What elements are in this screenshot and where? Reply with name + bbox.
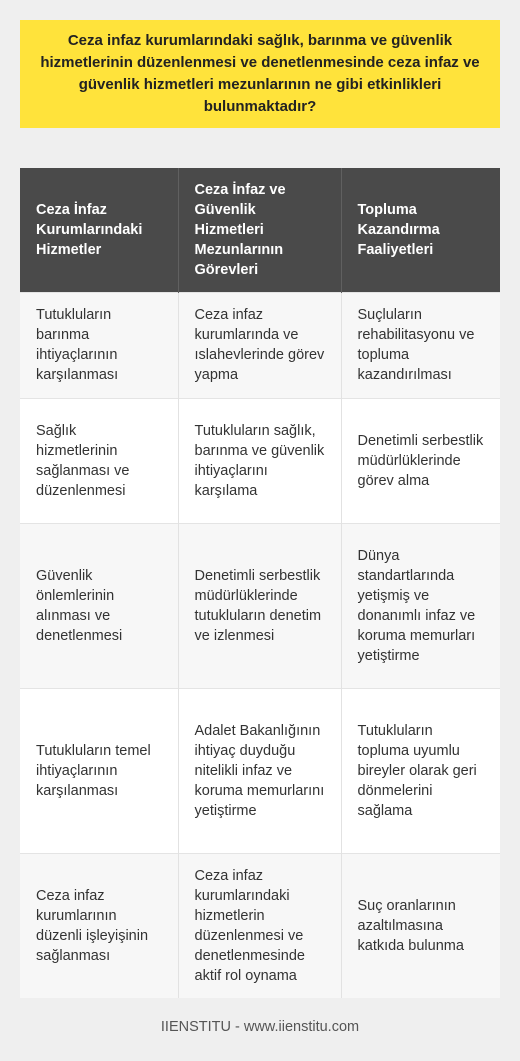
info-table <box>20 168 500 998</box>
table-row <box>20 292 500 398</box>
site-footer: IIENSTITU - www.iienstitu.com <box>160 1019 360 1035</box>
table-cell: Adalet Bakanlığının ihtiyaç duyduğu nitelikli infaz ve koruma memurlarını yetiştirme <box>178 688 341 853</box>
table-cell: Güvenlik önlemlerinin alınması ve denetlenmesi <box>20 523 178 688</box>
table-header-row <box>20 168 500 292</box>
header-services: Ceza İnfaz Kurumlarındaki Hizmetler <box>20 168 178 292</box>
table-cell: Tutukluların sağlık, barınma ve güvenlik ihtiyaçlarını karşılama <box>178 398 341 523</box>
table-cell: Denetimli serbestlik müdürlüklerinde tutukluların denetim ve izlenmesi <box>178 523 341 688</box>
table-row <box>20 853 500 998</box>
table-cell: Ceza infaz kurumlarında ve ıslahevlerinde görev yapma <box>178 292 341 398</box>
table-cell: Sağlık hizmetlerinin sağlanması ve düzenlenmesi <box>20 398 178 523</box>
table-cell: Suçluların rehabilitasyonu ve topluma kazandırılması <box>341 292 500 398</box>
header-graduate-duties: Ceza İnfaz ve Güvenlik Hizmetleri Mezunlarının Görevleri <box>178 168 341 292</box>
header-reintegration: Topluma Kazandırma Faaliyetleri <box>341 168 500 292</box>
table-cell: Ceza infaz kurumlarındaki hizmetlerin düzenlenmesi ve denetlenmesinde aktif rol oynama <box>178 853 341 998</box>
table-cell: Suç oranlarının azaltılmasına katkıda bulunma <box>341 853 500 998</box>
table-row <box>20 398 500 523</box>
table-row <box>20 688 500 853</box>
table-cell: Denetimli serbestlik müdürlüklerinde görev alma <box>341 398 500 523</box>
table-cell: Tutukluların barınma ihtiyaçlarının karşılanması <box>20 292 178 398</box>
question-banner <box>20 20 500 128</box>
table-row <box>20 523 500 688</box>
table-cell: Ceza infaz kurumlarının düzenli işleyişinin sağlanması <box>20 853 178 998</box>
question-text: Ceza infaz kurumlarındaki sağlık, barınma ve güvenlik hizmetlerinin düzenlenmesi ve denetlenmesinde ceza infaz ve güvenlik hizmetleri mezunlarının ne gibi etkinlikleri bulunmaktadır? <box>40 32 480 115</box>
table-cell: Dünya standartlarında yetişmiş ve donanımlı infaz ve koruma memurları yetiştirme <box>341 523 500 688</box>
table-cell: Tutukluların temel ihtiyaçlarının karşılanması <box>20 688 178 853</box>
table-cell: Tutukluların topluma uyumlu bireyler olarak geri dönmelerini sağlama <box>341 688 500 853</box>
